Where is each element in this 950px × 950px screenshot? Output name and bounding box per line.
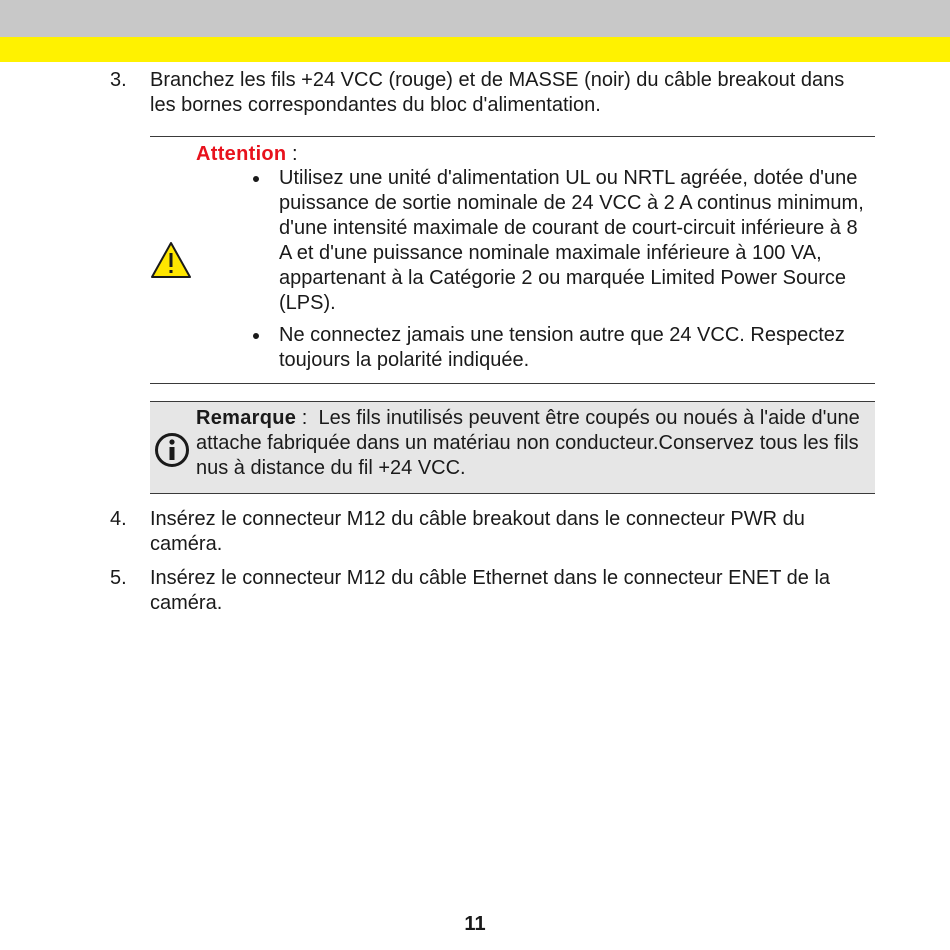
- bullet-dot: [253, 333, 259, 339]
- header-gray-band: [0, 0, 950, 37]
- note-label: Remarque: [196, 407, 297, 429]
- step-text: Branchez les fils +24 VCC (rouge) et de MASSE (noir) du câble breakout dans les bornes correspondantes du bloc d'alimentation.: [150, 69, 845, 116]
- note-text: [196, 406, 866, 481]
- attention-heading: [196, 142, 298, 167]
- step-number: 5.: [110, 567, 127, 589]
- page-number: 11: [464, 913, 486, 935]
- step-number: 3.: [110, 69, 127, 91]
- note-separator: :: [296, 407, 319, 429]
- attention-separator: :: [286, 143, 298, 165]
- header-yellow-band: [0, 37, 950, 62]
- step-text: Insérez le connecteur M12 du câble Ethernet dans le connecteur ENET de la caméra.: [150, 567, 831, 614]
- step-number: 4.: [110, 508, 127, 530]
- attention-label: Attention: [196, 143, 287, 165]
- info-circle-icon: [154, 432, 190, 468]
- step-text: Insérez le connecteur M12 du câble breakout dans le connecteur PWR du caméra.: [150, 508, 805, 555]
- bullet-text: Utilisez une unité d'alimentation UL ou NRTL agréée, dotée d'une puissance de sortie nominale de 24 VCC à 2 A continus minimum, d'une intensité maximale de courant de court-circuit inférieure à 8 A et d'une puissance nominale maximale inférieure à 100 VA, appartenant à la Catégorie 2 ou marquée Limited Power Source (LPS).: [279, 167, 864, 314]
- bullet-text: Ne connectez jamais une tension autre que 24 VCC. Respectez toujours la polarité indiquée.: [279, 324, 845, 371]
- warning-triangle-icon: [150, 241, 192, 279]
- attention-bottom-rule: [150, 383, 875, 384]
- attention-top-rule: [150, 136, 875, 137]
- bullet-dot: [253, 176, 259, 182]
- note-body: Les fils inutilisés peuvent être coupés ou noués à l'aide d'une attache fabriquée dans un matériau non conducteur.Conservez tous les fils nus à distance du fil +24 VCC.: [196, 407, 860, 479]
